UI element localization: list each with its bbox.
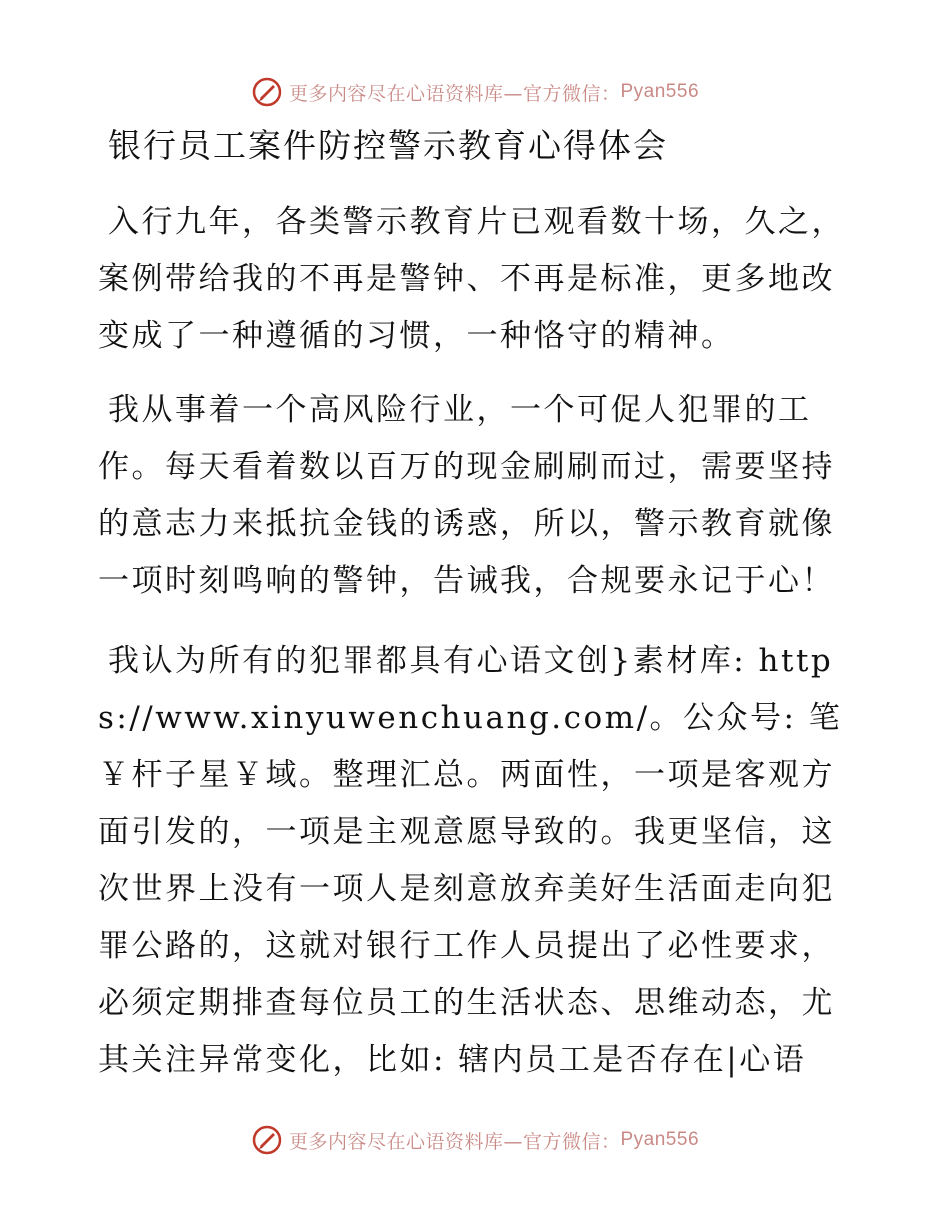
header-watermark	[0, 76, 950, 108]
logo-icon	[251, 76, 283, 108]
logo-icon	[251, 1124, 283, 1156]
paragraph-2: 我从事着一个高风险行业，一个可促人犯罪的工作。每天看着数以百万的现金刷刷而过，需要坚持的意志力来抵抗金钱的诱惑，所以，警示教育就像一项时刻鸣响的警钟，告诫我，合规要永记于心！	[98, 392, 835, 599]
watermark-wechat-id: Pyan556	[620, 1129, 700, 1150]
document-title: 银行员工案件防控警示教育心得体会	[108, 126, 668, 165]
watermark-text: 更多内容尽在心语资料库—官方微信：	[288, 1130, 621, 1153]
paragraph-3: 我认为所有的犯罪都具有心语文创}素材库: https://www.xinyuwenchuang.com/。公众号: 笔￥杆子星￥域。整理汇总。两面性，一项是客观方面引发的，一项是主观意愿导致的。我更坚信，这次世界上没有一项人是刻意放弃美好生活面走向犯罪公路的，这就对银行工作人员提出了必性要求，必须定期排查每位员工的生活状态、思维动态，尤其关注异常变化，比如: 辖内员工是否存在|心语	[98, 643, 843, 1078]
footer-watermark	[0, 1124, 950, 1156]
watermark-text: 更多内容尽在心语资料库—官方微信：	[288, 82, 621, 105]
paragraph-1: 入行九年，各类警示教育片已观看数十场，久之，案例带给我的不再是警钟、不再是标准，更多地改变成了一种遵循的习惯，一种恪守的精神。	[98, 204, 845, 354]
watermark-wechat-id: Pyan556	[620, 81, 700, 102]
